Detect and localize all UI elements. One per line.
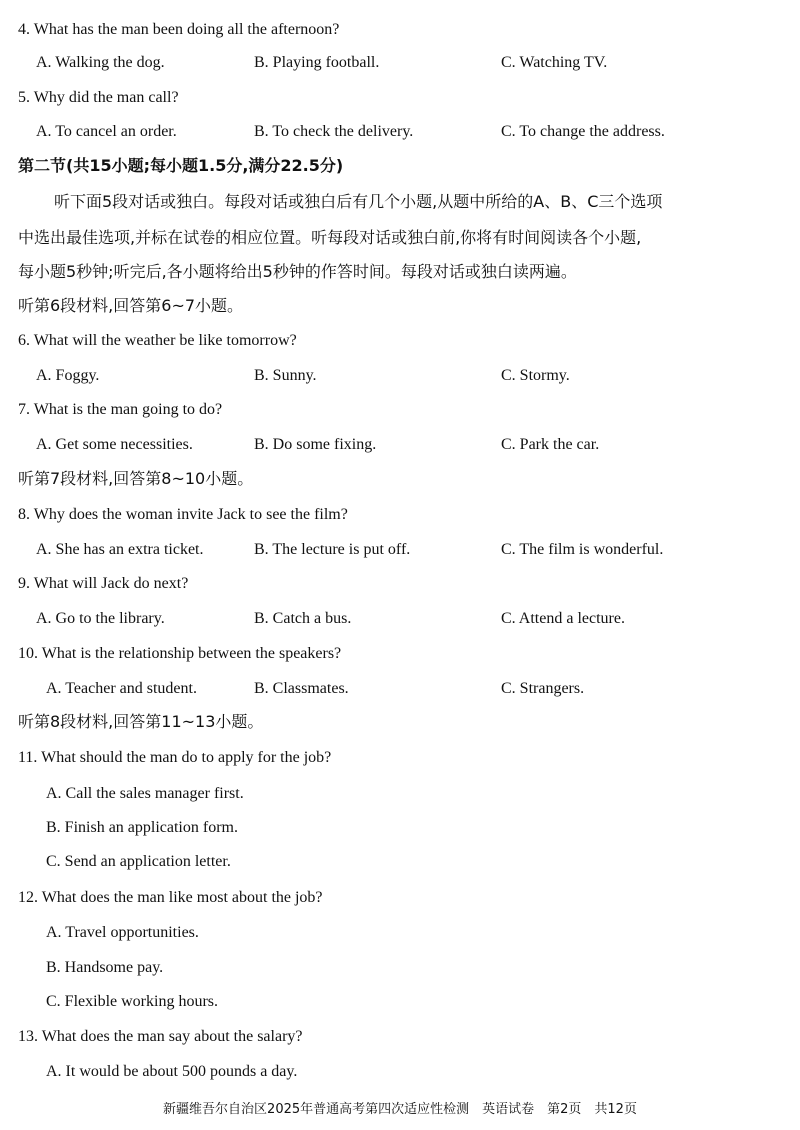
- question-12: 12. What does the man like most about the job?: [18, 889, 323, 906]
- option-b: B. Sunny.: [254, 367, 317, 384]
- option-c: C. The film is wonderful.: [501, 541, 664, 558]
- question-13: 13. What does the man say about the salary?: [18, 1028, 303, 1045]
- instructions-line-1: 听下面5段对话或独白。每段对话或独白后有几个小题,从题中所给的A、B、C三个选项: [54, 192, 663, 211]
- instructions-line-2: 中选出最佳选项,并标在试卷的相应位置。听每段对话或独白前,你将有时间阅读各个小题,: [18, 228, 642, 247]
- question-11: 11. What should the man do to apply for the job?: [18, 749, 332, 766]
- question-6-options: [0, 366, 800, 386]
- option-c: C. Flexible working hours.: [46, 993, 218, 1010]
- option-c: C. To change the address.: [501, 123, 665, 140]
- question-10: 10. What is the relationship between the speakers?: [18, 645, 342, 662]
- option-b: B. The lecture is put off.: [254, 541, 411, 558]
- question-6: 6. What will the weather be like tomorrow?: [18, 332, 297, 349]
- option-c: C. Attend a lecture.: [501, 610, 625, 627]
- question-9: 9. What will Jack do next?: [18, 575, 189, 592]
- option-a: A. Travel opportunities.: [46, 924, 199, 941]
- option-c: C. Watching TV.: [501, 54, 608, 71]
- question-4: 4. What has the man been doing all the afternoon?: [18, 21, 340, 38]
- material-7-heading: 听第7段材料,回答第8~10小题。: [18, 469, 254, 488]
- option-c: C. Strangers.: [501, 680, 585, 697]
- option-a: A. Call the sales manager first.: [46, 785, 244, 802]
- option-a: A. Foggy.: [36, 367, 100, 384]
- section-title: 第二节(共15小题;每小题1.5分,满分22.5分): [18, 156, 344, 175]
- option-a: A. Get some necessities.: [36, 436, 193, 453]
- question-10-options: [0, 679, 800, 699]
- question-5: 5. Why did the man call?: [18, 89, 179, 106]
- option-b: B. Classmates.: [254, 680, 349, 697]
- option-a: A. Go to the library.: [36, 610, 165, 627]
- option-a: A. To cancel an order.: [36, 123, 177, 140]
- option-c: C. Park the car.: [501, 436, 600, 453]
- option-c: C. Send an application letter.: [46, 853, 231, 870]
- option-b: B. Do some fixing.: [254, 436, 377, 453]
- question-8: 8. Why does the woman invite Jack to see the film?: [18, 506, 348, 523]
- question-7: 7. What is the man going to do?: [18, 401, 223, 418]
- page-footer: 新疆维吾尔自治区2025年普通高考第四次适应性检测 英语试卷 第2页 共12页: [163, 1102, 637, 1117]
- material-8-heading: 听第8段材料,回答第11~13小题。: [18, 712, 264, 731]
- question-9-options: [0, 609, 800, 629]
- option-b: B. Finish an application form.: [46, 819, 238, 836]
- option-c: C. Stormy.: [501, 367, 570, 384]
- option-a: A. It would be about 500 pounds a day.: [46, 1063, 298, 1080]
- option-b: B. To check the delivery.: [254, 123, 414, 140]
- question-8-options: [0, 540, 800, 560]
- option-a: A. Teacher and student.: [46, 680, 197, 697]
- option-a: A. Walking the dog.: [36, 54, 165, 71]
- material-6-heading: 听第6段材料,回答第6~7小题。: [18, 296, 244, 315]
- question-5-options: [0, 122, 800, 142]
- question-4-options: [0, 53, 800, 73]
- option-a: A. She has an extra ticket.: [36, 541, 204, 558]
- question-7-options: [0, 435, 800, 455]
- option-b: B. Playing football.: [254, 54, 380, 71]
- option-b: B. Catch a bus.: [254, 610, 352, 627]
- instructions-line-3: 每小题5秒钟;听完后,各小题将给出5秒钟的作答时间。每段对话或独白读两遍。: [18, 262, 577, 281]
- option-b: B. Handsome pay.: [46, 959, 164, 976]
